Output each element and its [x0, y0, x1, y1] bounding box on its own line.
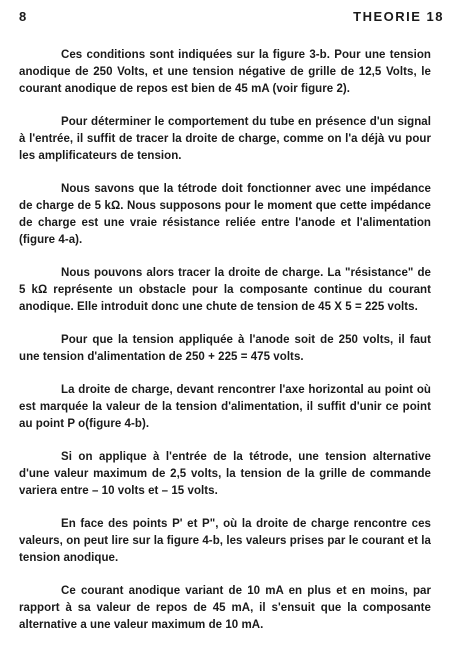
paragraph: Nous pouvons alors tracer la droite de charge. La "résistance" de 5 kΩ représente un obstacle pour la composante continue du courant anodique. Elle introduit donc une chute de tension de 45 X 5 = 225 volts. — [19, 267, 431, 313]
page-number: 8 — [19, 9, 27, 24]
paragraph: Nous savons que la tétrode doit fonctionner avec une impédance de charge de 5 kΩ. Nous supposons pour le moment que cette impédance de charge est une vraie résistance reliée entre l'anode et l'alimentation (figure 4-a). — [19, 183, 431, 246]
paragraph: Pour déterminer le comportement du tube en présence d'un signal à l'entrée, il suffit de tracer la droite de charge, comme on l'a déjà vu pour les amplificateurs de tension. — [19, 116, 431, 162]
paragraph: En face des points P' et P", où la droite de charge rencontre ces valeurs, on peut lire sur la figure 4-b, les valeurs prises par le courant et la tension anodique. — [19, 518, 431, 564]
paragraph: La droite de charge, devant rencontrer l'axe horizontal au point où est marquée la valeur de la tension d'alimentation, il suffit d'unir ce point au point P o(figure 4-b). — [19, 384, 431, 430]
paragraph: Si on applique à l'entrée de la tétrode, une tension alternative d'une valeur maximum de 2,5 volts, la tension de la grille de commande variera entre – 10 volts et – 15 volts. — [19, 451, 431, 497]
body-text — [19, 47, 431, 650]
paragraph: Ces conditions sont indiquées sur la figure 3-b. Pour une tension anodique de 250 Volts, et une tension négative de grille de 12,5 Volts, le courant anodique de repos est bien de 45 mA (voir figure 2). — [19, 49, 431, 95]
running-head: THEORIE 18 — [353, 9, 444, 24]
paragraph: Ce courant anodique variant de 10 mA en plus et en moins, par rapport à sa valeur de repos de 45 mA, il s'ensuit que la composante alternative a une valeur maximum de 10 mA. — [19, 585, 431, 631]
paragraph: Pour que la tension appliquée à l'anode soit de 250 volts, il faut une tension d'alimentation de 250 + 225 = 475 volts. — [19, 334, 431, 363]
